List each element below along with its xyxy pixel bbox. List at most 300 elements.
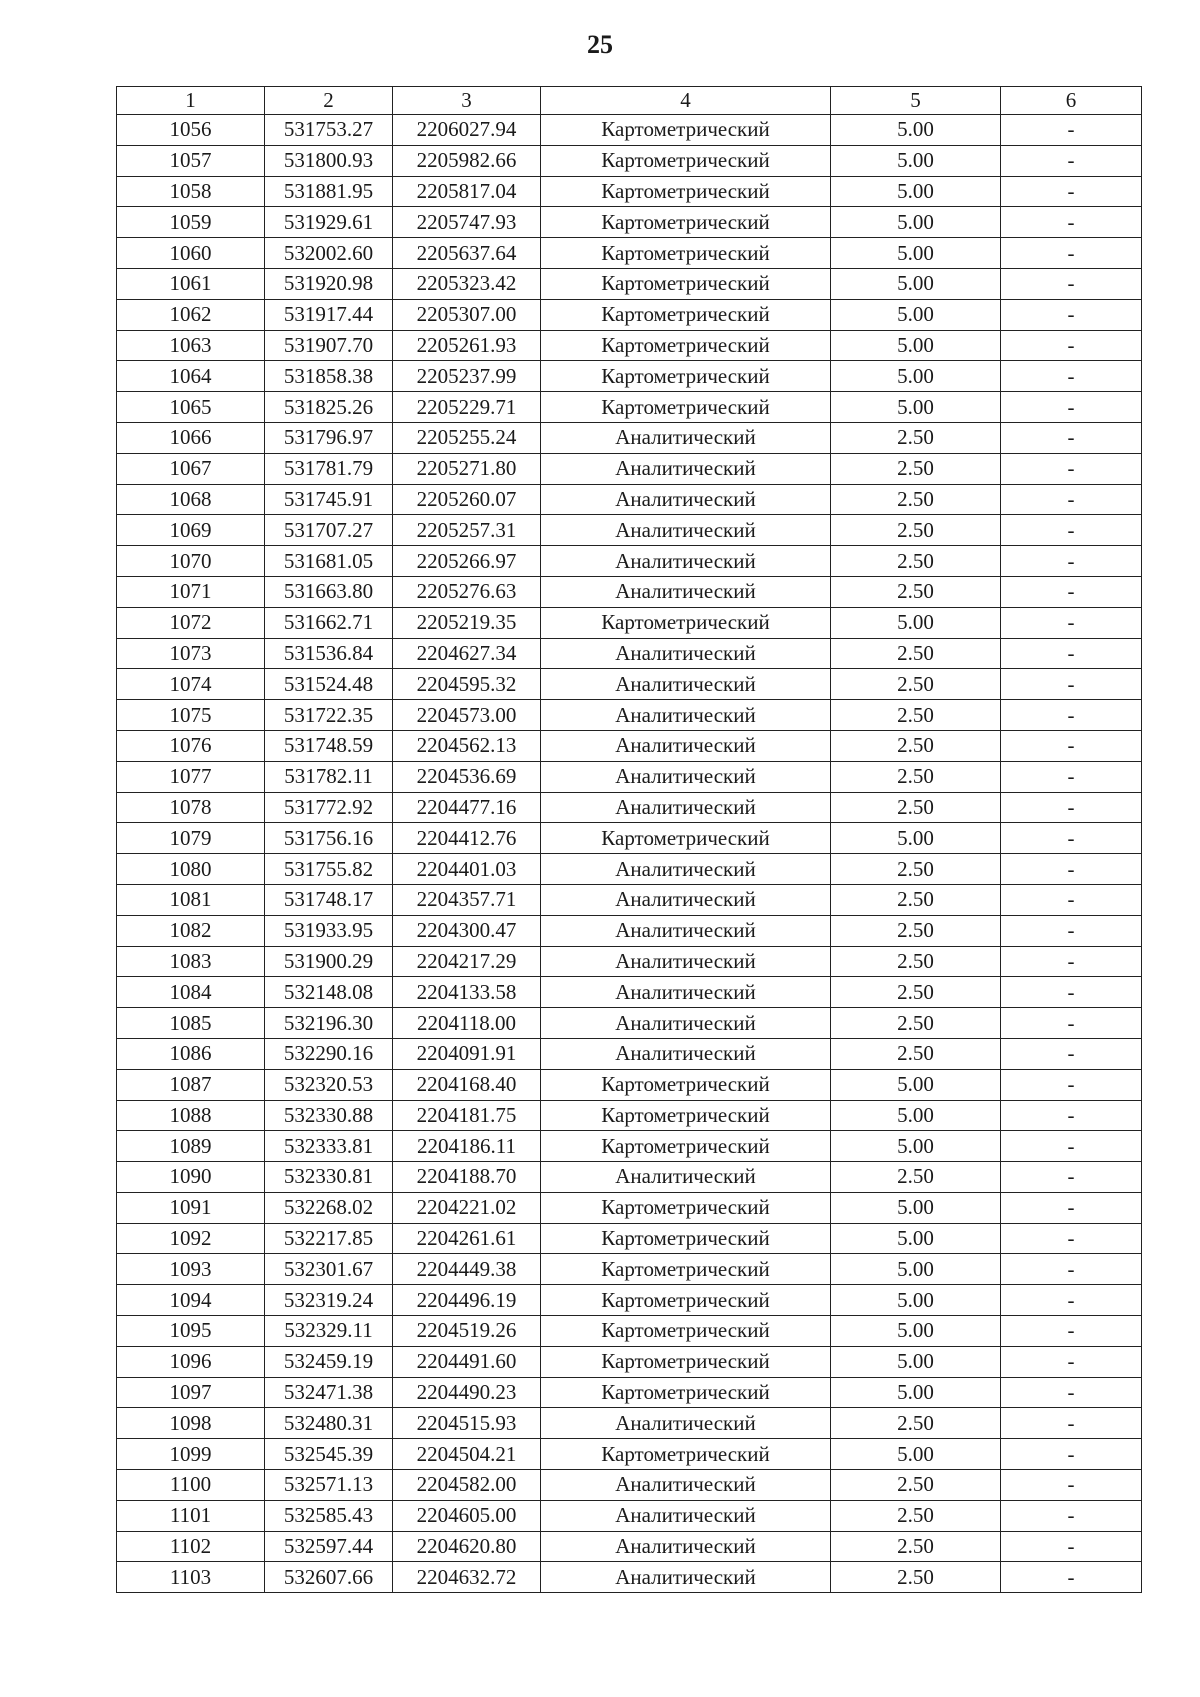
table-cell: - <box>1001 361 1142 392</box>
table-cell: 2204118.00 <box>393 1008 541 1039</box>
table-cell: - <box>1001 1069 1142 1100</box>
table-cell: 1102 <box>117 1531 265 1562</box>
table-cell: 2.50 <box>831 1038 1001 1069</box>
table-cell: 532329.11 <box>265 1316 393 1347</box>
table-cell: - <box>1001 1470 1142 1501</box>
page-number: 25 <box>587 30 613 59</box>
table-row <box>117 145 1142 176</box>
table-cell: Аналитический <box>541 1038 831 1069</box>
table-cell: 532545.39 <box>265 1439 393 1470</box>
table-cell: 531536.84 <box>265 638 393 669</box>
table-row <box>117 1100 1142 1131</box>
table-cell: Картометрический <box>541 1100 831 1131</box>
table-cell: 2204401.03 <box>393 854 541 885</box>
table-cell: 531920.98 <box>265 268 393 299</box>
table-cell: 2.50 <box>831 515 1001 546</box>
column-header: 3 <box>393 87 541 115</box>
table-row <box>117 607 1142 638</box>
table-cell: 1079 <box>117 823 265 854</box>
table-cell: 1064 <box>117 361 265 392</box>
table-cell: - <box>1001 1316 1142 1347</box>
table-cell: 2.50 <box>831 915 1001 946</box>
table-cell: 2204221.02 <box>393 1192 541 1223</box>
table-cell: 2205817.04 <box>393 176 541 207</box>
table-row <box>117 1346 1142 1377</box>
table-cell: Аналитический <box>541 1500 831 1531</box>
table-cell: 2205307.00 <box>393 299 541 330</box>
table-cell: 5.00 <box>831 1316 1001 1347</box>
table-cell: 532597.44 <box>265 1531 393 1562</box>
table-cell: 5.00 <box>831 238 1001 269</box>
table-cell: 1080 <box>117 854 265 885</box>
table-cell: 532330.88 <box>265 1100 393 1131</box>
table-cell: - <box>1001 884 1142 915</box>
table-cell: - <box>1001 299 1142 330</box>
table-cell: 2.50 <box>831 453 1001 484</box>
table-cell: Аналитический <box>541 761 831 792</box>
table-cell: 1065 <box>117 392 265 423</box>
table-cell: - <box>1001 700 1142 731</box>
table-cell: - <box>1001 546 1142 577</box>
table-cell: 531858.38 <box>265 361 393 392</box>
table-row <box>117 330 1142 361</box>
table-cell: 2204091.91 <box>393 1038 541 1069</box>
table-cell: Картометрический <box>541 299 831 330</box>
table-cell: 1101 <box>117 1500 265 1531</box>
table-cell: Картометрический <box>541 238 831 269</box>
table-cell: 2204573.00 <box>393 700 541 731</box>
table-cell: Аналитический <box>541 854 831 885</box>
table-cell: 531722.35 <box>265 700 393 731</box>
table-cell: 1069 <box>117 515 265 546</box>
table-cell: - <box>1001 1377 1142 1408</box>
table-cell: 1097 <box>117 1377 265 1408</box>
table-cell: - <box>1001 638 1142 669</box>
table-cell: Аналитический <box>541 1008 831 1039</box>
table-cell: 2204168.40 <box>393 1069 541 1100</box>
coordinates-table <box>116 86 1142 1593</box>
table-cell: 532459.19 <box>265 1346 393 1377</box>
table-cell: 531707.27 <box>265 515 393 546</box>
table-cell: 531907.70 <box>265 330 393 361</box>
table-cell: 531772.92 <box>265 792 393 823</box>
table-row <box>117 238 1142 269</box>
table-cell: 2204181.75 <box>393 1100 541 1131</box>
table-row <box>117 1069 1142 1100</box>
table-cell: 2.50 <box>831 546 1001 577</box>
table-cell: Аналитический <box>541 638 831 669</box>
table-row <box>117 361 1142 392</box>
table-cell: 531782.11 <box>265 761 393 792</box>
table-cell: 2205323.42 <box>393 268 541 299</box>
table-cell: 5.00 <box>831 1223 1001 1254</box>
table-row <box>117 422 1142 453</box>
table-row <box>117 1285 1142 1316</box>
table-cell: 531663.80 <box>265 576 393 607</box>
table-cell: 531825.26 <box>265 392 393 423</box>
table-cell: 1058 <box>117 176 265 207</box>
table-cell: - <box>1001 1162 1142 1193</box>
table-cell: 1091 <box>117 1192 265 1223</box>
table-cell: 1070 <box>117 546 265 577</box>
table-cell: 531929.61 <box>265 207 393 238</box>
table-cell: 5.00 <box>831 1192 1001 1223</box>
table-cell: 1074 <box>117 669 265 700</box>
table-cell: 2205237.99 <box>393 361 541 392</box>
table-cell: 1096 <box>117 1346 265 1377</box>
table-cell: 2204562.13 <box>393 730 541 761</box>
table-cell: 1085 <box>117 1008 265 1039</box>
table-cell: 5.00 <box>831 1439 1001 1470</box>
table-cell: 5.00 <box>831 361 1001 392</box>
table-row <box>117 1377 1142 1408</box>
table-row <box>117 946 1142 977</box>
table-cell: 532196.30 <box>265 1008 393 1039</box>
table-cell: 2204188.70 <box>393 1162 541 1193</box>
table-cell: Аналитический <box>541 946 831 977</box>
table-cell: 2205276.63 <box>393 576 541 607</box>
table-cell: 2204412.76 <box>393 823 541 854</box>
table-cell: 532471.38 <box>265 1377 393 1408</box>
table-cell: 1067 <box>117 453 265 484</box>
table-row <box>117 207 1142 238</box>
table-cell: - <box>1001 1100 1142 1131</box>
header-row <box>117 87 1142 115</box>
table-cell: - <box>1001 730 1142 761</box>
table-cell: 1068 <box>117 484 265 515</box>
table-cell: 5.00 <box>831 115 1001 146</box>
table-row <box>117 115 1142 146</box>
table-cell: 1066 <box>117 422 265 453</box>
table-cell: 1073 <box>117 638 265 669</box>
table-cell: 1078 <box>117 792 265 823</box>
table-cell: 1072 <box>117 607 265 638</box>
table-cell: - <box>1001 1346 1142 1377</box>
table-cell: 1093 <box>117 1254 265 1285</box>
table-cell: 532607.66 <box>265 1562 393 1593</box>
table-row <box>117 299 1142 330</box>
table-cell: - <box>1001 207 1142 238</box>
table-cell: 532571.13 <box>265 1470 393 1501</box>
table-cell: - <box>1001 268 1142 299</box>
table-row <box>117 546 1142 577</box>
column-header: 1 <box>117 87 265 115</box>
table-cell: 531881.95 <box>265 176 393 207</box>
table-cell: 2204536.69 <box>393 761 541 792</box>
table-cell: 2.50 <box>831 1008 1001 1039</box>
table-row <box>117 453 1142 484</box>
table-cell: 1059 <box>117 207 265 238</box>
table-cell: Картометрический <box>541 1192 831 1223</box>
table-cell: Картометрический <box>541 1285 831 1316</box>
table-cell: 2204515.93 <box>393 1408 541 1439</box>
table-cell: 2204605.00 <box>393 1500 541 1531</box>
table-cell: 2.50 <box>831 1162 1001 1193</box>
table-row <box>117 576 1142 607</box>
table-row <box>117 823 1142 854</box>
table-cell: 2.50 <box>831 638 1001 669</box>
column-header: 4 <box>541 87 831 115</box>
table-cell: 532585.43 <box>265 1500 393 1531</box>
table-cell: 532319.24 <box>265 1285 393 1316</box>
table-row <box>117 1316 1142 1347</box>
table-cell: 2206027.94 <box>393 115 541 146</box>
table-cell: Картометрический <box>541 1316 831 1347</box>
table-cell: 1060 <box>117 238 265 269</box>
table-cell: 1098 <box>117 1408 265 1439</box>
table-cell: 2205982.66 <box>393 145 541 176</box>
table-cell: - <box>1001 1008 1142 1039</box>
table-row <box>117 1408 1142 1439</box>
table-cell: 2.50 <box>831 422 1001 453</box>
table-cell: 2204491.60 <box>393 1346 541 1377</box>
table-cell: Аналитический <box>541 1408 831 1439</box>
table-cell: - <box>1001 392 1142 423</box>
table-cell: 1084 <box>117 977 265 1008</box>
table-row <box>117 268 1142 299</box>
table-cell: Аналитический <box>541 484 831 515</box>
table-cell: Аналитический <box>541 884 831 915</box>
table-row <box>117 1038 1142 1069</box>
table-row <box>117 638 1142 669</box>
column-header: 2 <box>265 87 393 115</box>
table-row <box>117 915 1142 946</box>
table-cell: Картометрический <box>541 1223 831 1254</box>
table-cell: 5.00 <box>831 299 1001 330</box>
table-cell: 2204261.61 <box>393 1223 541 1254</box>
table-cell: 1081 <box>117 884 265 915</box>
table-cell: 531900.29 <box>265 946 393 977</box>
table-cell: 2.50 <box>831 977 1001 1008</box>
table-row <box>117 1470 1142 1501</box>
table-row <box>117 669 1142 700</box>
table-cell: - <box>1001 1192 1142 1223</box>
table-cell: 531756.16 <box>265 823 393 854</box>
table-cell: - <box>1001 330 1142 361</box>
table-cell: 2204496.19 <box>393 1285 541 1316</box>
table-cell: 5.00 <box>831 1254 1001 1285</box>
table-cell: 2.50 <box>831 1500 1001 1531</box>
table-cell: 531755.82 <box>265 854 393 885</box>
table-cell: 1062 <box>117 299 265 330</box>
table-cell: 2204519.26 <box>393 1316 541 1347</box>
table-row <box>117 761 1142 792</box>
table-cell: 1071 <box>117 576 265 607</box>
table-cell: - <box>1001 422 1142 453</box>
table-cell: 5.00 <box>831 207 1001 238</box>
table-cell: - <box>1001 854 1142 885</box>
table-row <box>117 884 1142 915</box>
table-cell: 5.00 <box>831 1285 1001 1316</box>
table-row <box>117 1131 1142 1162</box>
table-cell: - <box>1001 761 1142 792</box>
table-cell: 2205266.97 <box>393 546 541 577</box>
table-row <box>117 1500 1142 1531</box>
table-cell: 2.50 <box>831 854 1001 885</box>
table-cell: Аналитический <box>541 1531 831 1562</box>
table-cell: 2.50 <box>831 700 1001 731</box>
table-cell: 2.50 <box>831 1531 1001 1562</box>
table-cell: Картометрический <box>541 1439 831 1470</box>
table-cell: 531781.79 <box>265 453 393 484</box>
table-cell: Картометрический <box>541 1131 831 1162</box>
table-cell: 1088 <box>117 1100 265 1131</box>
table-row <box>117 730 1142 761</box>
table-cell: 1086 <box>117 1038 265 1069</box>
table-cell: - <box>1001 1223 1142 1254</box>
table-cell: Картометрический <box>541 607 831 638</box>
table-cell: 532290.16 <box>265 1038 393 1069</box>
table-cell: 531753.27 <box>265 115 393 146</box>
table-cell: 531800.93 <box>265 145 393 176</box>
table-cell: 532002.60 <box>265 238 393 269</box>
table-cell: Картометрический <box>541 115 831 146</box>
table-cell: - <box>1001 823 1142 854</box>
table-cell: 1083 <box>117 946 265 977</box>
table-cell: - <box>1001 915 1142 946</box>
table-cell: - <box>1001 1439 1142 1470</box>
table-cell: 2204490.23 <box>393 1377 541 1408</box>
table-cell: 2.50 <box>831 1470 1001 1501</box>
table-cell: 2.50 <box>831 730 1001 761</box>
table-cell: - <box>1001 576 1142 607</box>
table-cell: Картометрический <box>541 1069 831 1100</box>
table-row <box>117 1008 1142 1039</box>
table-cell: - <box>1001 1500 1142 1531</box>
table-cell: 531745.91 <box>265 484 393 515</box>
table-cell: 2204627.34 <box>393 638 541 669</box>
table-cell: 531524.48 <box>265 669 393 700</box>
table-cell: - <box>1001 176 1142 207</box>
table-cell: 2204449.38 <box>393 1254 541 1285</box>
table-cell: 531662.71 <box>265 607 393 638</box>
table-cell: 5.00 <box>831 1377 1001 1408</box>
table-cell: 1094 <box>117 1285 265 1316</box>
table-cell: 2.50 <box>831 884 1001 915</box>
table-cell: 5.00 <box>831 330 1001 361</box>
table-cell: 531933.95 <box>265 915 393 946</box>
table-cell: 532330.81 <box>265 1162 393 1193</box>
table-cell: - <box>1001 1408 1142 1439</box>
table-cell: 5.00 <box>831 1100 1001 1131</box>
table-cell: 1077 <box>117 761 265 792</box>
table-row <box>117 1192 1142 1223</box>
table-cell: 2.50 <box>831 669 1001 700</box>
table-cell: 532217.85 <box>265 1223 393 1254</box>
table-cell: - <box>1001 1531 1142 1562</box>
table-row <box>117 792 1142 823</box>
table-cell: 2204632.72 <box>393 1562 541 1593</box>
table-row <box>117 1562 1142 1593</box>
table-cell: 2205747.93 <box>393 207 541 238</box>
table-cell: 5.00 <box>831 268 1001 299</box>
table-row <box>117 176 1142 207</box>
table-body <box>117 115 1142 1593</box>
table-cell: 2204300.47 <box>393 915 541 946</box>
table-cell: 5.00 <box>831 392 1001 423</box>
table-cell: 1063 <box>117 330 265 361</box>
table-row <box>117 515 1142 546</box>
table-cell: - <box>1001 1285 1142 1316</box>
table-cell: 2205260.07 <box>393 484 541 515</box>
table-cell: 5.00 <box>831 145 1001 176</box>
table-cell: 2204620.80 <box>393 1531 541 1562</box>
table-cell: Аналитический <box>541 700 831 731</box>
table-cell: - <box>1001 607 1142 638</box>
table-cell: 1087 <box>117 1069 265 1100</box>
table-cell: 1090 <box>117 1162 265 1193</box>
table-cell: 5.00 <box>831 823 1001 854</box>
table-cell: 1057 <box>117 145 265 176</box>
table-cell: Картометрический <box>541 1346 831 1377</box>
table-cell: 1089 <box>117 1131 265 1162</box>
table-cell: 2.50 <box>831 1408 1001 1439</box>
table-cell: 2.50 <box>831 761 1001 792</box>
table-row <box>117 1531 1142 1562</box>
table-cell: - <box>1001 946 1142 977</box>
table-cell: Картометрический <box>541 361 831 392</box>
table-row <box>117 1162 1142 1193</box>
table-cell: - <box>1001 115 1142 146</box>
table-row <box>117 977 1142 1008</box>
table-cell: 532320.53 <box>265 1069 393 1100</box>
coordinates-table-container <box>116 86 1141 1593</box>
table-cell: 2.50 <box>831 1562 1001 1593</box>
table-row <box>117 1223 1142 1254</box>
table-cell: 531748.59 <box>265 730 393 761</box>
table-cell: Аналитический <box>541 977 831 1008</box>
table-cell: - <box>1001 792 1142 823</box>
table-row <box>117 854 1142 885</box>
table-cell: 5.00 <box>831 176 1001 207</box>
table-cell: - <box>1001 977 1142 1008</box>
table-row <box>117 1254 1142 1285</box>
table-cell: 1082 <box>117 915 265 946</box>
table-cell: Картометрический <box>541 1254 831 1285</box>
table-cell: 2204477.16 <box>393 792 541 823</box>
table-cell: 2205255.24 <box>393 422 541 453</box>
table-cell: 2204133.58 <box>393 977 541 1008</box>
table-cell: Аналитический <box>541 453 831 484</box>
table-cell: Аналитический <box>541 792 831 823</box>
table-cell: Аналитический <box>541 730 831 761</box>
table-row <box>117 484 1142 515</box>
table-cell: 532268.02 <box>265 1192 393 1223</box>
table-cell: 532333.81 <box>265 1131 393 1162</box>
table-cell: - <box>1001 453 1142 484</box>
table-cell: - <box>1001 1038 1142 1069</box>
table-cell: 1076 <box>117 730 265 761</box>
table-cell: Картометрический <box>541 1377 831 1408</box>
table-row <box>117 1439 1142 1470</box>
table-cell: Аналитический <box>541 915 831 946</box>
table-cell: 1100 <box>117 1470 265 1501</box>
table-cell: Аналитический <box>541 1162 831 1193</box>
table-row <box>117 392 1142 423</box>
table-cell: Аналитический <box>541 422 831 453</box>
column-header: 5 <box>831 87 1001 115</box>
table-cell: - <box>1001 1254 1142 1285</box>
table-cell: - <box>1001 515 1142 546</box>
table-cell: 2204217.29 <box>393 946 541 977</box>
table-cell: 2205261.93 <box>393 330 541 361</box>
table-cell: Картометрический <box>541 823 831 854</box>
table-cell: Аналитический <box>541 669 831 700</box>
table-cell: 1099 <box>117 1439 265 1470</box>
table-row <box>117 700 1142 731</box>
table-cell: 2.50 <box>831 484 1001 515</box>
table-cell: 531917.44 <box>265 299 393 330</box>
